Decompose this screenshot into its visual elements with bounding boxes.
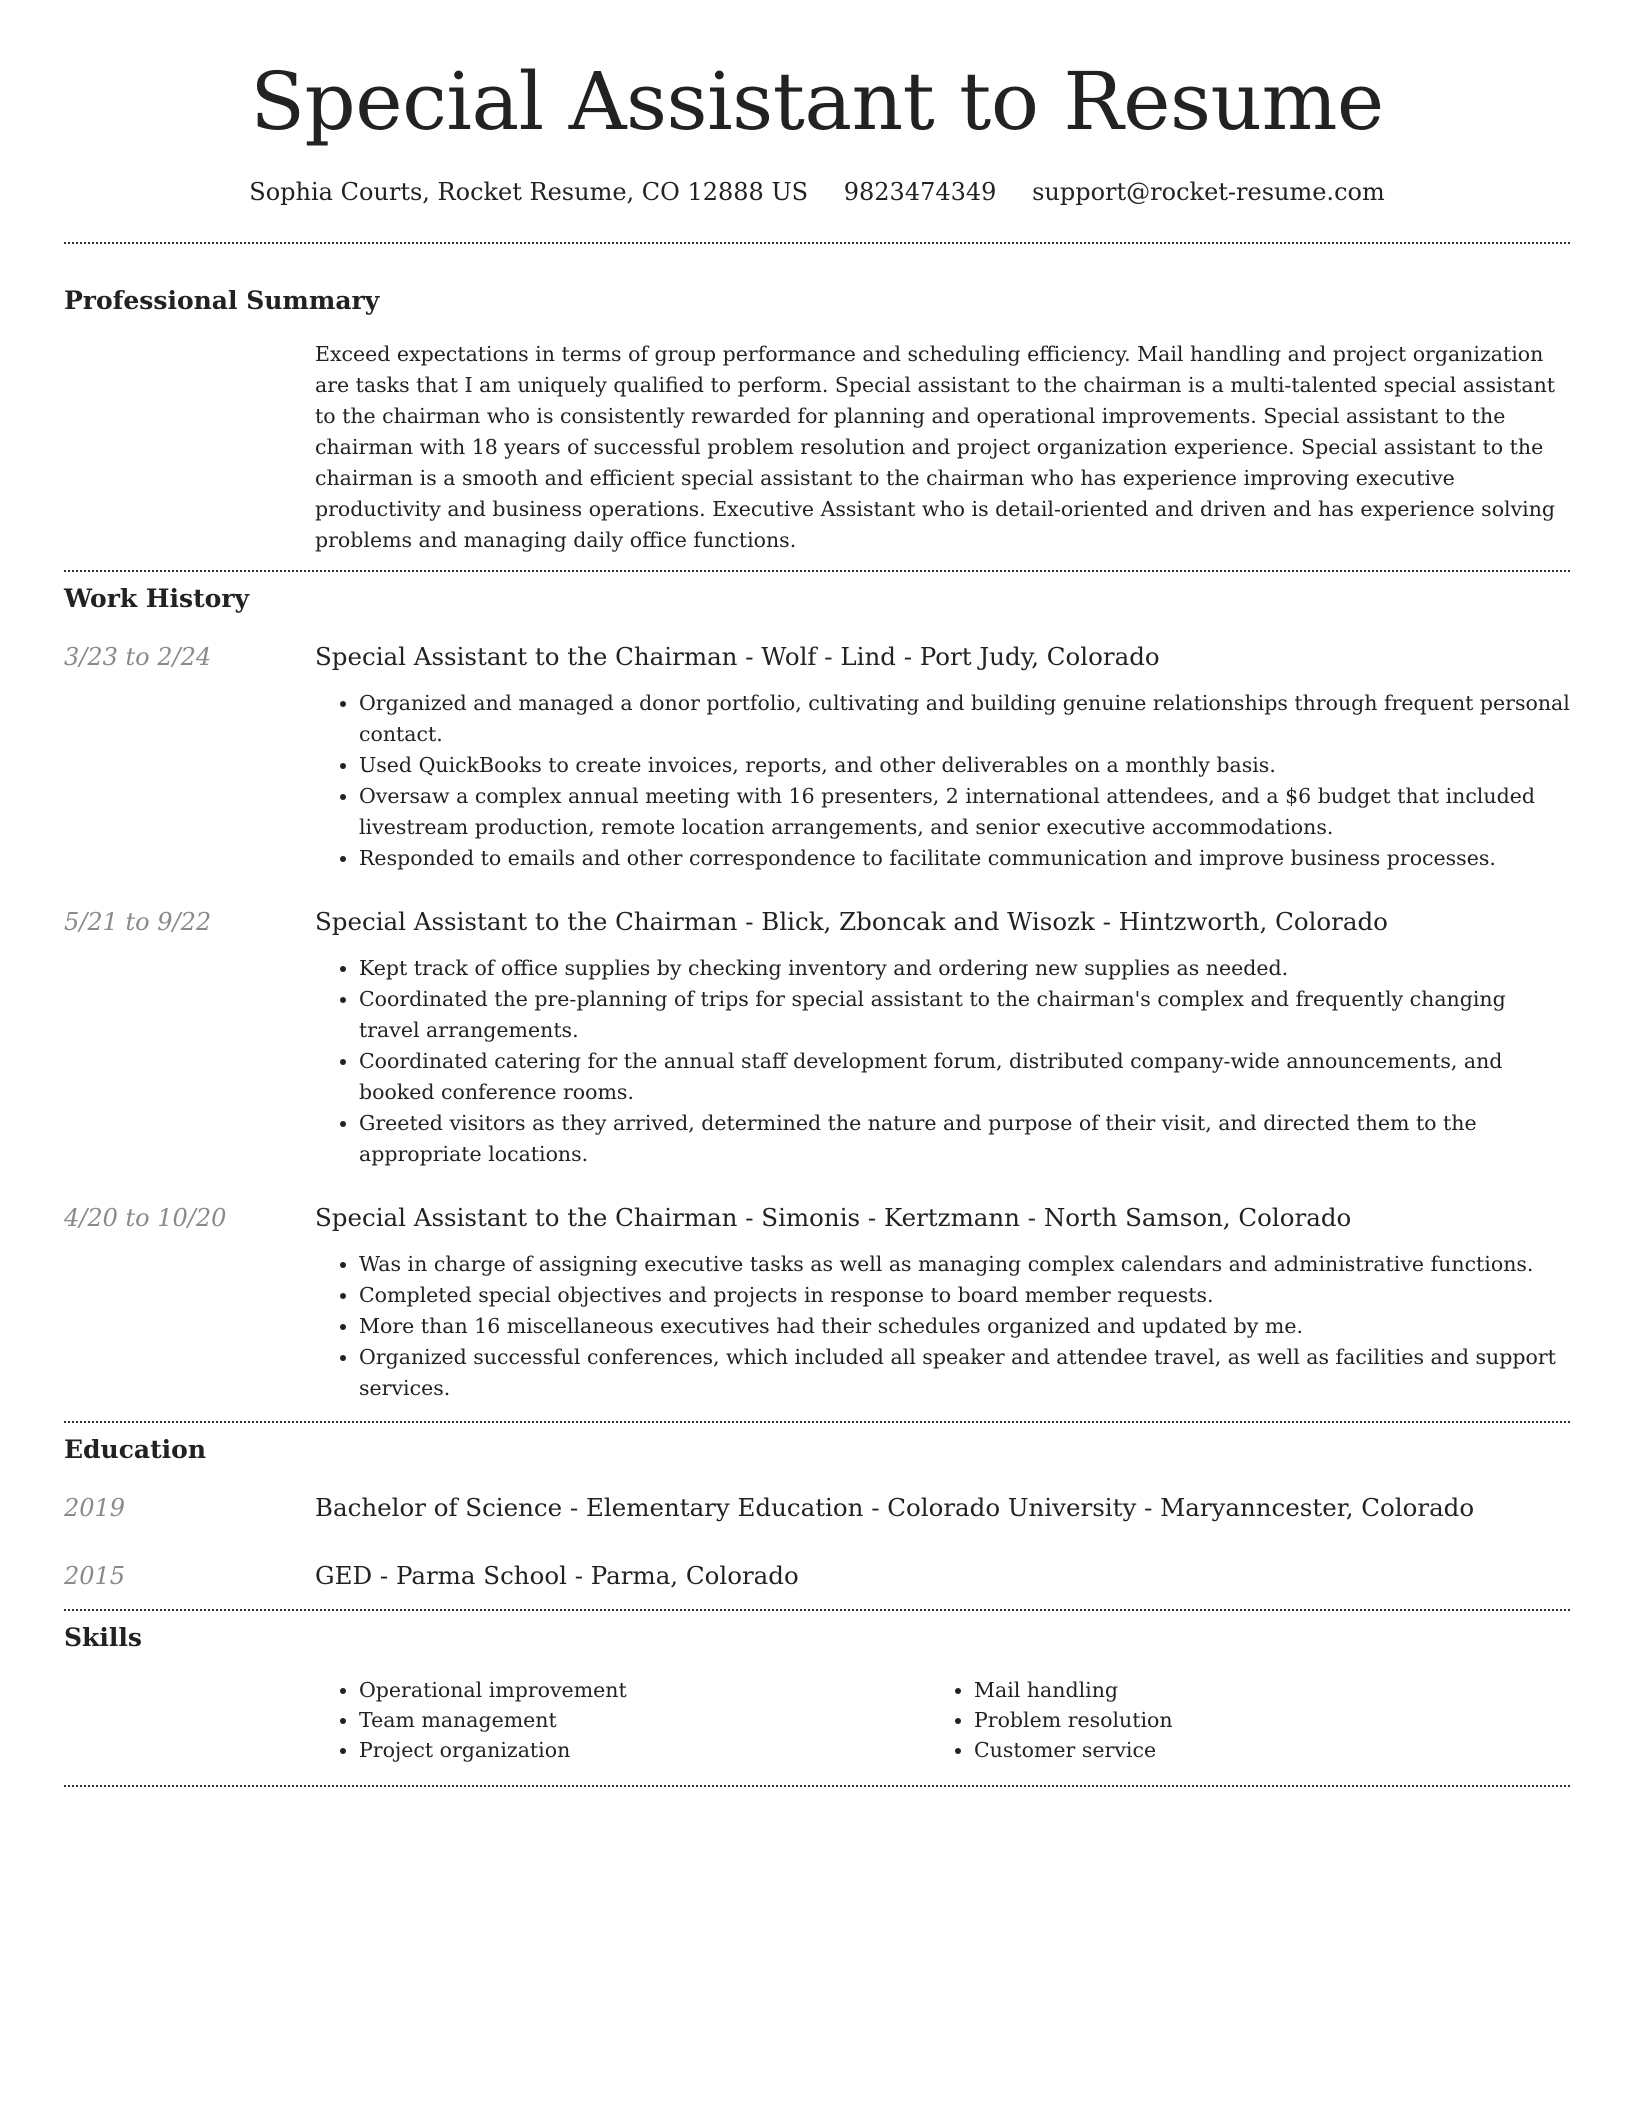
education-body [315, 1559, 1570, 1593]
education-divider [64, 1609, 1570, 1611]
job-date: 3/23 to 2/24 [64, 643, 212, 671]
job-entry [64, 640, 1570, 874]
skill-item: • Problem resolution [974, 1705, 1545, 1735]
work-section-title: Work History [64, 584, 250, 613]
skills-list-left [315, 1675, 930, 1765]
job-heading: Special Assistant to the Chairman - Blick, Zboncak and Wisozk - Hintzworth, Colorado [315, 907, 1388, 936]
job-bullet: • Kept track of office supplies by checking inventory and ordering new supplies as needed. [359, 953, 1570, 984]
job-entry [64, 905, 1570, 1170]
job-bullet: • Organized and managed a donor portfolio, cultivating and building genuine relationships through frequent personal contact. [359, 688, 1570, 750]
job-body [315, 1201, 1570, 1404]
summary-divider [64, 570, 1570, 572]
summary-section [64, 284, 1570, 556]
job-bullet: • Coordinated the pre-planning of trips for special assistant to the chairman's complex and frequently changing travel arrangements. [359, 984, 1570, 1046]
skills-section [64, 1621, 1570, 1765]
job-bullet: • Oversaw a complex annual meeting with 16 presenters, 2 international attendees, and a $6 budget that included livestream production, remote location arrangements, and senior executive accommodations. [359, 781, 1570, 843]
education-section [64, 1433, 1570, 1593]
summary-text: Exceed expectations in terms of group performance and scheduling efficiency. Mail handling and project organization are tasks that I am uniquely qualified to perform. Special assistant to the chairman is a multi-talented special assistant to the chairman who is consistently rewarded for planning and operational improvements. Special assistant to the chairman with 18 years of successful problem resolution and project organization experience. Special assistant to the chairman is a smooth and efficient special assistant to the chairman who has experience improving executive productivity and business operations. Executive Assistant who is detail-oriented and driven and has experience solving problems and managing daily office functions. [315, 342, 1556, 552]
job-bullet: • More than 16 miscellaneous executives had their schedules organized and updated by me. [359, 1311, 1570, 1342]
skill-item: • Team management [359, 1705, 930, 1735]
job-bullet: • Used QuickBooks to create invoices, reports, and other deliverables on a monthly basis. [359, 750, 1570, 781]
job-heading: Special Assistant to the Chairman - Wolf - Lind - Port Judy, Colorado [315, 642, 1160, 671]
job-heading: Special Assistant to the Chairman - Simonis - Kertzmann - North Samson, Colorado [315, 1203, 1352, 1232]
job-body [315, 640, 1570, 874]
skill-item: • Operational improvement [359, 1675, 930, 1705]
education-heading: Bachelor of Science - Elementary Education - Colorado University - Maryanncester, Colorado [315, 1493, 1475, 1522]
contact-address: Sophia Courts, Rocket Resume, CO 12888 US [249, 178, 809, 206]
job-bullet: • Completed special objectives and projects in response to board member requests. [359, 1280, 1570, 1311]
job-bullets [315, 953, 1570, 1170]
skill-item: • Mail handling [974, 1675, 1545, 1705]
job-bullets [315, 688, 1570, 874]
job-entry [64, 1201, 1570, 1404]
skills-list-right [930, 1675, 1545, 1765]
skills-columns [315, 1675, 1570, 1765]
education-heading: GED - Parma School - Parma, Colorado [315, 1561, 799, 1590]
work-divider [64, 1421, 1570, 1423]
job-bullet: • Was in charge of assigning executive tasks as well as managing complex calendars and administrative functions. [359, 1249, 1570, 1280]
resume-title: Special Assistant to Resume [250, 55, 1384, 148]
contact-phone: 9823474349 [843, 178, 997, 206]
education-entry [64, 1559, 1570, 1593]
header-divider [64, 242, 1570, 244]
job-date: 4/20 to 10/20 [64, 1204, 227, 1232]
job-bullet: • Organized successful conferences, which included all speaker and attendee travel, as well as facilities and support services. [359, 1342, 1570, 1404]
job-body [315, 905, 1570, 1170]
resume-page [64, 0, 1570, 1787]
skill-item: • Customer service [974, 1735, 1545, 1765]
skills-divider [64, 1785, 1570, 1787]
contact-line [64, 174, 1570, 210]
education-section-title: Education [64, 1435, 207, 1464]
education-body [315, 1491, 1570, 1525]
job-bullet: • Coordinated catering for the annual staff development forum, distributed company-wide announcements, and booked conference rooms. [359, 1046, 1570, 1108]
contact-email: support@rocket-resume.com [1032, 178, 1385, 206]
job-bullets [315, 1249, 1570, 1404]
skill-item: • Project organization [359, 1735, 930, 1765]
education-entry [64, 1491, 1570, 1525]
education-date: 2019 [64, 1494, 126, 1522]
education-date: 2015 [64, 1562, 126, 1590]
skills-section-title: Skills [64, 1623, 142, 1652]
work-section [64, 582, 1570, 1404]
job-date: 5/21 to 9/22 [64, 908, 212, 936]
summary-section-title: Professional Summary [64, 286, 380, 315]
job-bullet: • Responded to emails and other correspondence to facilitate communication and improve business processes. [359, 843, 1570, 874]
job-bullet: • Greeted visitors as they arrived, determined the nature and purpose of their visit, and directed them to the appropriate locations. [359, 1108, 1570, 1170]
